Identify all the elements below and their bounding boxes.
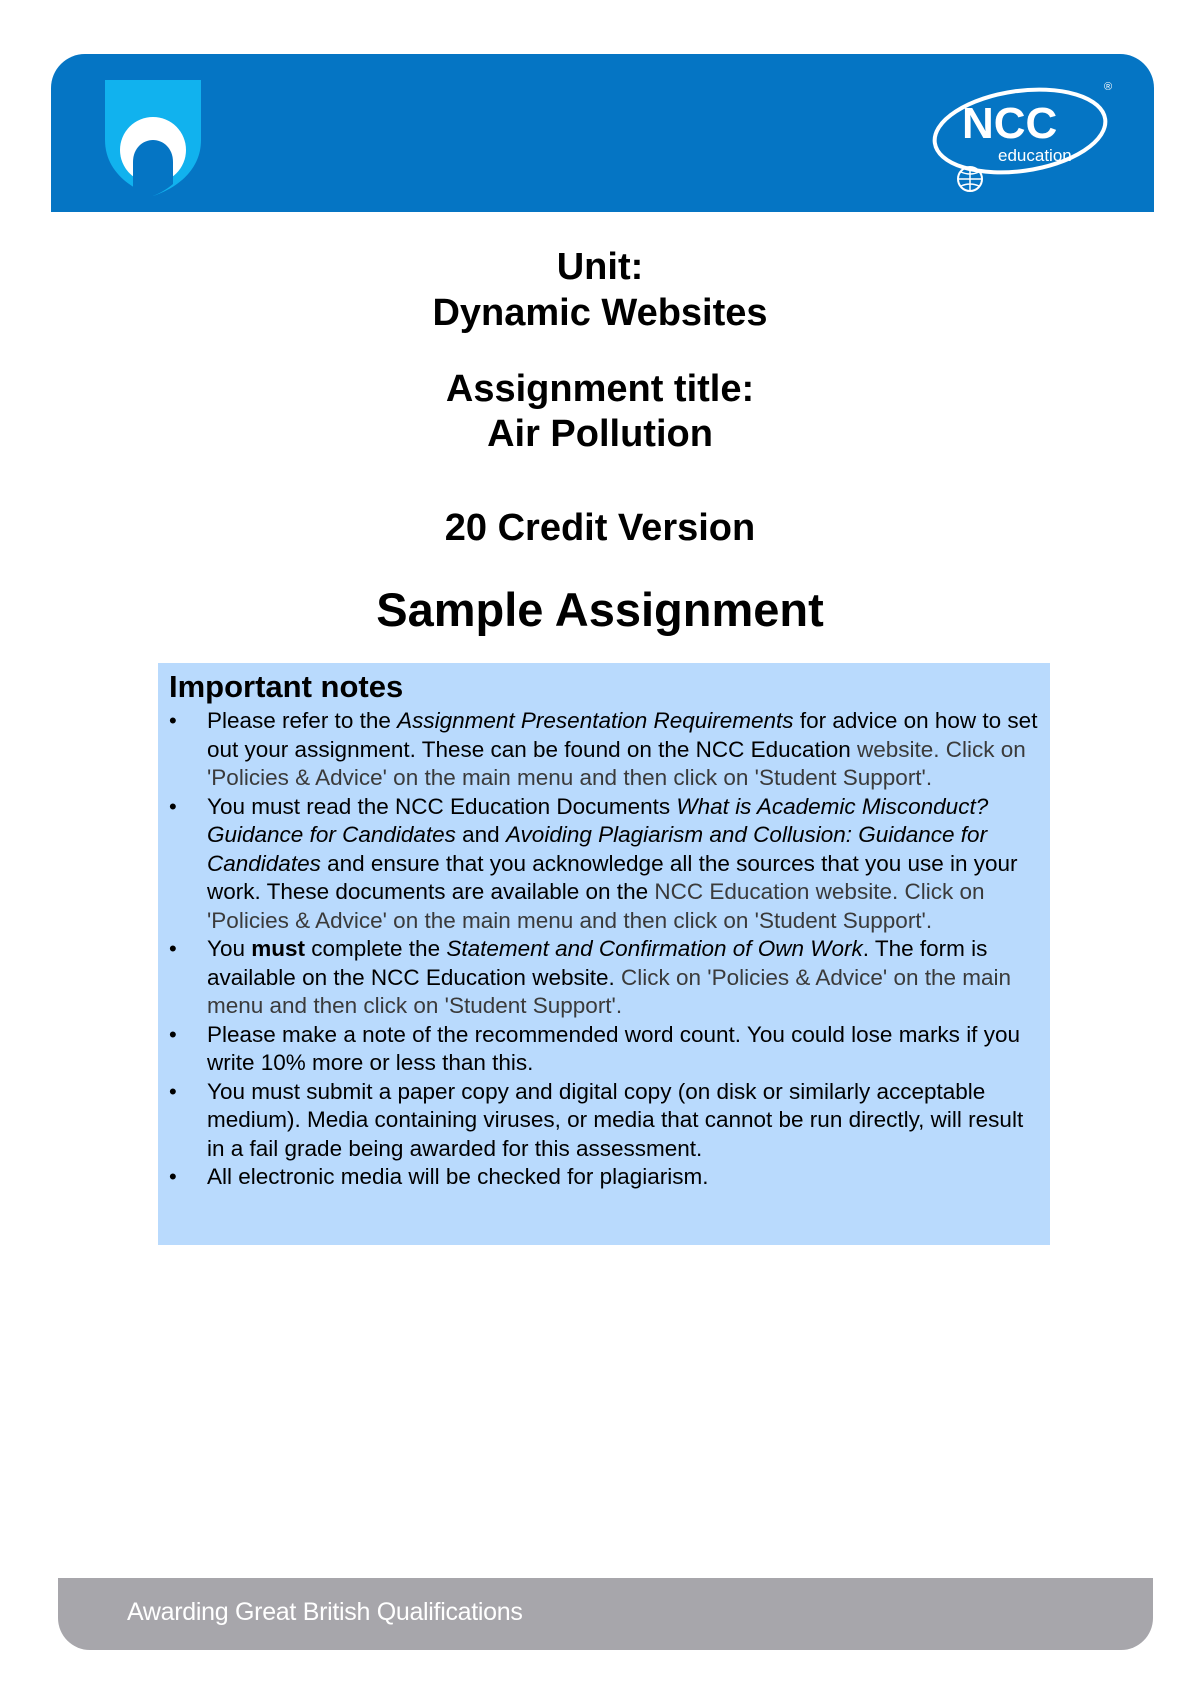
- credit-version: 20 Credit Version: [444, 507, 756, 549]
- unit-label: Unit:: [556, 246, 644, 288]
- logo-main-text: NCC: [962, 99, 1058, 148]
- note-item-misconduct: • You must read the NCC Education Documents What is Academic Misconduct? Guidance for Candidates and Avoiding Plagiarism and Collusion: Guidance for Candidates and ensure that you acknowledge all the sources that you use in your work. These documents are available on the NCC Education website. Click on 'Policies & Advice' on the main menu and then click on 'Student Support'.: [169, 793, 1038, 936]
- logo-sub-text: education: [998, 146, 1072, 165]
- important-notes-list: [169, 707, 1038, 1192]
- header-band: [51, 54, 1154, 212]
- assignment-title-label: Assignment title:: [445, 368, 755, 410]
- footer-tagline: Awarding Great British Qualifications: [127, 1598, 523, 1626]
- footer-band: [58, 1578, 1153, 1650]
- registered-mark: ®: [1104, 81, 1113, 93]
- note-item-presentation: • Please refer to the Assignment Presentation Requirements for advice on how to set out your assignment. These can be found on the NCC Education website. Click on 'Policies & Advice' on the main menu and then click on 'Student Support'.: [169, 707, 1038, 793]
- assignment-title-name: Air Pollution: [487, 413, 713, 455]
- note-item-statement: • You must complete the Statement and Confirmation of Own Work. The form is available on the NCC Education website. Click on 'Policies & Advice' on the main menu and then click on 'Student Support'.: [169, 935, 1038, 1021]
- unit-name: Dynamic Websites: [432, 292, 768, 334]
- important-notes-box: [158, 663, 1050, 1245]
- sample-assignment-heading: Sample Assignment: [376, 583, 824, 636]
- shield-logo-icon: [103, 78, 203, 198]
- ncc-education-logo: [928, 76, 1118, 196]
- note-item-submission: • You must submit a paper copy and digital copy (on disk or similarly acceptable medium). Media containing viruses, or media that cannot be run directly, will result in a fail grade being awarded for this assessment.: [169, 1078, 1038, 1164]
- note-item-plagiarism-check: • All electronic media will be checked for plagiarism.: [169, 1163, 1038, 1192]
- important-notes-heading: Important notes: [169, 669, 404, 704]
- note-item-word-count: • Please make a note of the recommended word count. You could lose marks if you write 10% more or less than this.: [169, 1021, 1038, 1078]
